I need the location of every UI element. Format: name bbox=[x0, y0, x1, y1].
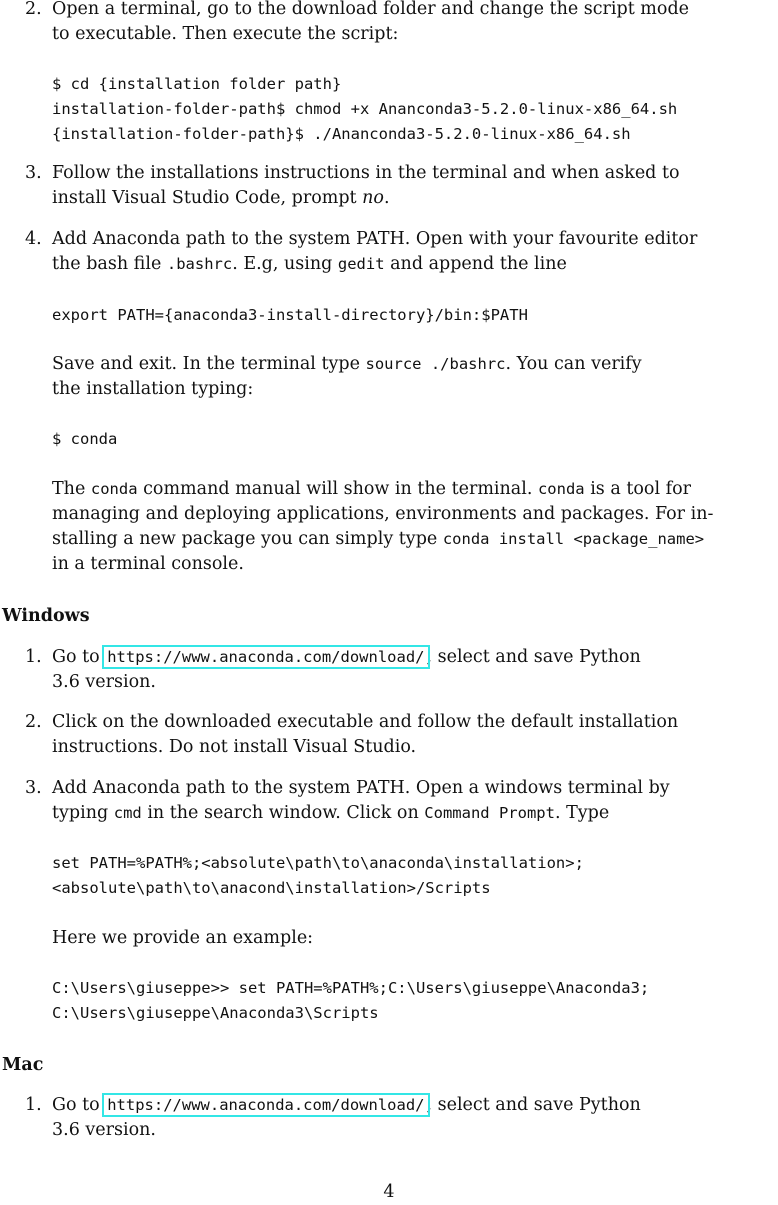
text-run: . E.g, using bbox=[232, 254, 338, 274]
inline-code: conda bbox=[537, 480, 585, 498]
paragraph-line: Add Anaconda path to the system PATH. Open with your favourite editor bbox=[52, 229, 698, 249]
text-run: , select and save Python bbox=[426, 647, 641, 667]
text-run: The bbox=[52, 479, 91, 499]
paragraph-line: Add Anaconda path to the system PATH. Open a windows terminal by bbox=[52, 778, 670, 798]
paragraph-line bbox=[52, 801, 609, 826]
section-heading-windows: Windows bbox=[2, 606, 90, 626]
paragraph-line: managing and deploying applications, environments and packages. For in- bbox=[52, 504, 714, 524]
list-number: 3. bbox=[25, 163, 42, 183]
list-number: 2. bbox=[25, 712, 42, 732]
paragraph-line bbox=[52, 477, 691, 502]
paragraph-line bbox=[52, 1093, 641, 1118]
paragraph-line: 3.6 version. bbox=[52, 672, 156, 692]
text-run: typing bbox=[52, 803, 114, 823]
text-run: Go to bbox=[52, 1095, 106, 1115]
text-run: . Type bbox=[554, 803, 610, 823]
code-line: C:\Users\giuseppe\Anaconda3\Scripts bbox=[52, 1004, 379, 1022]
code-line: installation-folder-path$ chmod +x Ananconda3-5.2.0-linux-x86_64.sh bbox=[52, 100, 678, 118]
paragraph-line bbox=[52, 645, 641, 670]
paragraph-line bbox=[52, 186, 390, 211]
code-line: $ cd {installation folder path} bbox=[52, 75, 342, 93]
code-line: <absolute\path\to\anacond\installation>/Scripts bbox=[52, 879, 491, 897]
inline-code: .bashrc bbox=[166, 255, 233, 273]
emphasis-text: no bbox=[362, 188, 384, 208]
inline-code: source ./bashrc bbox=[365, 355, 506, 373]
inline-code: gedit bbox=[337, 255, 385, 273]
page-number: 4 bbox=[383, 1182, 395, 1202]
inline-code: Command Prompt bbox=[424, 804, 555, 822]
paragraph-line: Click on the downloaded executable and follow the default installation bbox=[52, 712, 679, 732]
text-run: Save and exit. In the terminal type bbox=[52, 354, 366, 374]
inline-code: conda bbox=[90, 480, 138, 498]
text-run: is a tool for bbox=[584, 479, 691, 499]
code-line: {installation-folder-path}$ ./Ananconda3-5.2.0-linux-x86_64.sh bbox=[52, 125, 631, 143]
text-run: . You can verify bbox=[505, 354, 642, 374]
list-number: 1. bbox=[25, 1095, 42, 1115]
paragraph-line bbox=[52, 527, 704, 552]
text-run: and append the line bbox=[384, 254, 567, 274]
text-run: Go to bbox=[52, 647, 106, 667]
paragraph-line: instructions. Do not install Visual Studio. bbox=[52, 737, 417, 757]
text-run: . bbox=[383, 188, 390, 208]
code-line: set PATH=%PATH%;<absolute\path\to\anaconda\installation>; bbox=[52, 854, 584, 872]
paragraph-line: Here we provide an example: bbox=[52, 928, 314, 948]
list-number: 2. bbox=[25, 0, 42, 19]
paragraph-line: to executable. Then execute the script: bbox=[52, 24, 399, 44]
inline-code: conda install <package_name> bbox=[442, 530, 705, 548]
text-run: in the search window. Click on bbox=[141, 803, 425, 823]
paragraph-line bbox=[52, 252, 567, 277]
text-run: stalling a new package you can simply type bbox=[52, 529, 443, 549]
list-number: 1. bbox=[25, 647, 42, 667]
anaconda-download-link[interactable]: https://www.anaconda.com/download/ bbox=[107, 1096, 425, 1114]
paragraph-line: Follow the installations instructions in the terminal and when asked to bbox=[52, 163, 680, 183]
anaconda-download-link[interactable]: https://www.anaconda.com/download/ bbox=[107, 648, 425, 666]
paragraph-line bbox=[52, 352, 642, 377]
paragraph-line: 3.6 version. bbox=[52, 1120, 156, 1140]
text-run: , select and save Python bbox=[426, 1095, 641, 1115]
text-run: install Visual Studio Code, prompt bbox=[52, 188, 363, 208]
list-number: 4. bbox=[25, 229, 42, 249]
paragraph-line: in a terminal console. bbox=[52, 554, 244, 574]
paragraph-line: Open a terminal, go to the download folder and change the script mode bbox=[52, 0, 689, 19]
inline-code: cmd bbox=[113, 804, 142, 822]
code-line: export PATH={anaconda3-install-directory}/bin:$PATH bbox=[52, 306, 528, 324]
code-line: C:\Users\giuseppe>> set PATH=%PATH%;C:\Users\giuseppe\Anaconda3; bbox=[52, 979, 650, 997]
paragraph-line: the installation typing: bbox=[52, 379, 254, 399]
code-line: $ conda bbox=[52, 430, 118, 448]
text-run: the bash file bbox=[52, 254, 167, 274]
list-number: 3. bbox=[25, 778, 42, 798]
text-run: command manual will show in the terminal. bbox=[137, 479, 538, 499]
section-heading-mac: Mac bbox=[2, 1055, 44, 1075]
